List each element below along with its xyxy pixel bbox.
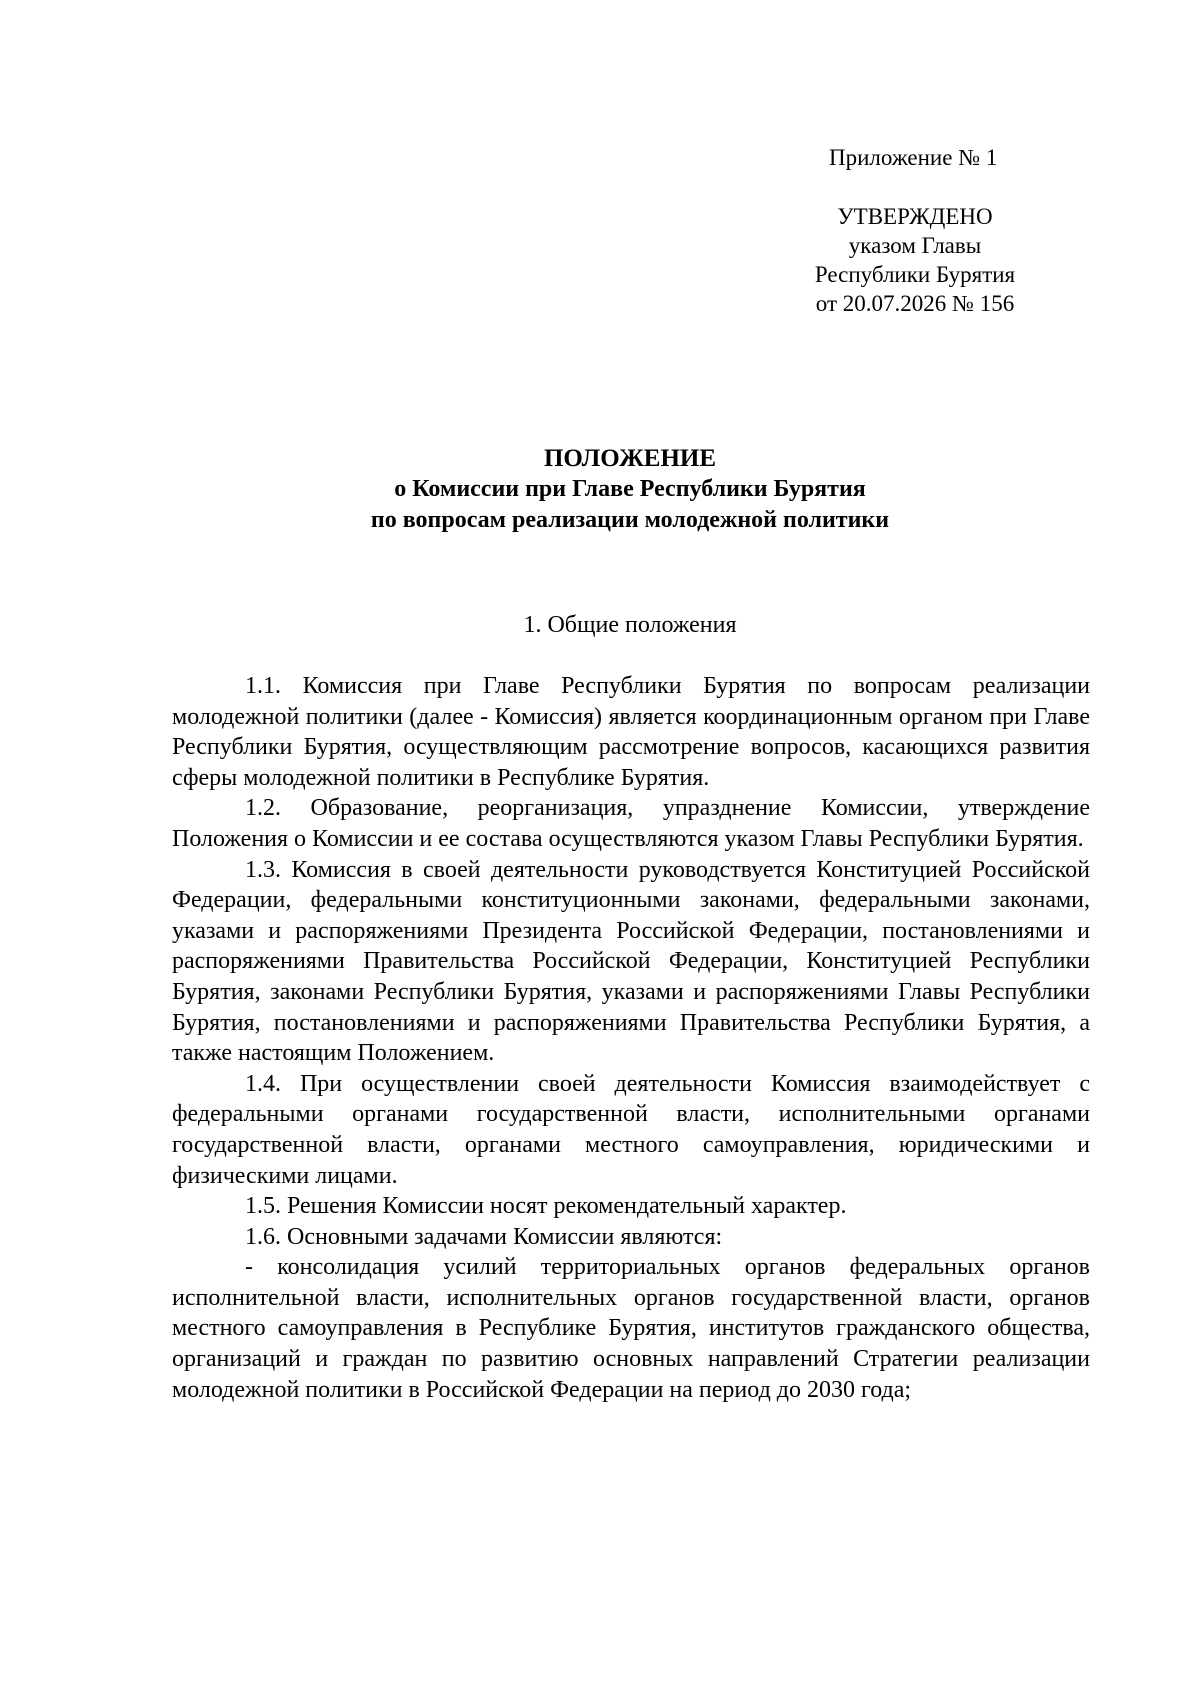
document-body xyxy=(172,671,1090,1405)
approval-stamp xyxy=(780,202,1050,318)
paragraph-1-4: 1.4. При осуществлении своей деятельности Комиссия взаимодействует с федеральными органами государственной власти, исполнительными органами государственной власти, органами местного самоуправления, юридическими и физическими лицами. xyxy=(172,1070,1090,1189)
paragraph-1-6: 1.6. Основными задачами Комиссии являются: xyxy=(245,1223,723,1250)
approval-line-decree: указом Главы xyxy=(848,233,982,258)
title-line-commission: о Комиссии при Главе Республики Бурятия xyxy=(394,476,866,502)
approval-line-approved: УТВЕРЖДЕНО xyxy=(837,204,993,229)
paragraph-1-1: 1.1. Комиссия при Главе Республики Бурятия по вопросам реализации молодежной политики (далее - Комиссия) является координационным органом при Главе Республики Бурятия, осуществляющим рассмотрение вопросов, касающихся развития сферы молодежной политики в Республике Бурятия. xyxy=(172,673,1090,791)
paragraph-1-3: 1.3. Комиссия в своей деятельности руководствуется Конституцией Российской Федерации, федеральными конституционными законами, федеральными законами, указами и распоряжениями Президента Российской Федерации, постановлениями и распоряжениями Правительства Российской Федерации, Конституцией Республики Бурятия, законами Республики Бурятия, указами и распоряжениями Главы Республики Бурятия, постановлениями и распоряжениями Правительства Республики Бурятия, а также настоящим Положением. xyxy=(172,856,1090,1067)
title-line-policy: по вопросам реализации молодежной политики xyxy=(370,507,890,533)
section-heading: 1. Общие положения xyxy=(523,612,737,638)
annex-label: Приложение № 1 xyxy=(829,145,998,170)
paragraph-1-5: 1.5. Решения Комиссии носят рекомендательный характер. xyxy=(245,1193,847,1220)
document-title xyxy=(170,443,1090,536)
paragraph-task-1: - консолидация усилий территориальных органов федеральных органов исполнительной власти, исполнительных органов государственной власти, органов местного самоуправления в Республике Бурятия, институтов гражданского общества, организаций и граждан по развитию основных направлений Стратегии реализации молодежной политики в Российской Федерации на период до 2030 года; xyxy=(172,1254,1090,1403)
approval-line-date-number: от 20.07.2026 № 156 xyxy=(815,291,1015,316)
approval-line-republic: Республики Бурятия xyxy=(814,262,1016,287)
paragraph-1-2: 1.2. Образование, реорганизация, упразднение Комиссии, утверждение Положения о Комиссии и ее состава осуществляются указом Главы Республики Бурятия. xyxy=(172,795,1090,852)
title-main: ПОЛОЖЕНИЕ xyxy=(543,445,717,472)
